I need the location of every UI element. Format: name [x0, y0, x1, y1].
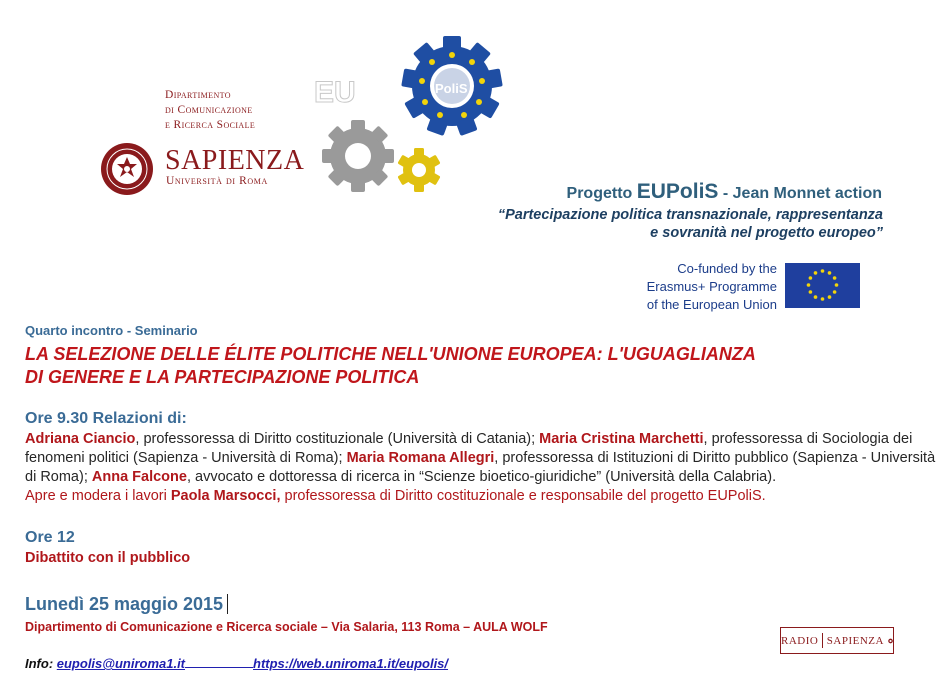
speaker-name: Maria Romana Allegri — [346, 450, 495, 466]
speaker-name: Maria Cristina Marchetti — [539, 431, 704, 447]
moderator-name: Paola Marsocci, — [170, 488, 281, 504]
event-venue: Dipartimento di Comunicazione e Ricerca sociale – Via Salaria, 113 Roma – AULA WOLF — [25, 620, 548, 634]
radio-sapienza-logo: RADIO SAPIENZA — [780, 627, 894, 654]
eupolis-gears-logo — [300, 18, 510, 200]
event-date: Lunedì 25 maggio 2015 — [25, 594, 228, 615]
logo-eu-text: EU — [314, 76, 356, 109]
department-name: Dipartimento di Comunicazione e Ricerca Sociale — [165, 89, 256, 131]
sapienza-seal-icon — [100, 142, 154, 196]
project-heading: Progetto EUPoliS - Jean Monnet action — [566, 180, 882, 203]
session1-time: Ore 9.30 Relazioni di: — [25, 410, 187, 427]
session2-time: Ore 12 — [25, 529, 75, 546]
logo-polis-text: PoliS — [435, 81, 468, 96]
seminar-label: Quarto incontro - Seminario — [25, 323, 198, 338]
session2-title: Dibattito con il pubblico — [25, 550, 191, 566]
speaker-name: Adriana Ciancio — [25, 431, 136, 447]
university-subtitle: Università di Roma — [166, 175, 268, 187]
speakers-paragraph: Adriana Ciancio, professoressa di Diritto costituzionale (Università di Catania); Maria Cristina Marchetti, professoressa di Sociologia dei fenomeni politici (Sapienza - Università di Roma); Maria Romana Allegri, professoressa di Istituzioni di Diritto pubblico (Sapienza - Università di Roma); Anna Falcone, avvocato e dottoressa di ricerca in “Scienze bioetico-giuridiche” (Università della Calabria). Apre e modera i lavori Paola Marsocci, professoressa di Diritto costituzionale e responsabile del progetto EUPoliS. — [25, 431, 936, 504]
erasmus-cofunded-text: Co-funded by the Erasmus+ Programme of the European Union — [646, 261, 777, 312]
website-link[interactable]: https://web.uniroma1.it/eupolis/ — [253, 656, 449, 671]
eu-flag-icon — [785, 263, 860, 308]
speaker-name: Anna Falcone — [91, 469, 187, 485]
seminar-title: LA SELEZIONE DELLE ÉLITE POLITICHE NELL'UNIONE EUROPEA: L'UGUAGLIANZA DI GENERE E LA PARTECIPAZIONE POLITICA — [25, 344, 756, 387]
sapienza-wordmark: SAPIENZA — [165, 145, 305, 176]
sapienza-mini-seal-icon — [888, 635, 893, 647]
project-subtitle: “Partecipazione politica transnazionale, rappresentanza e sovranità nel progetto europeo” — [497, 207, 883, 241]
info-line: Info: eupolis@uniroma1.it https://web.uniroma1.it/eupolis/ — [25, 656, 449, 671]
email-link[interactable]: eupolis@uniroma1.it — [56, 656, 186, 671]
